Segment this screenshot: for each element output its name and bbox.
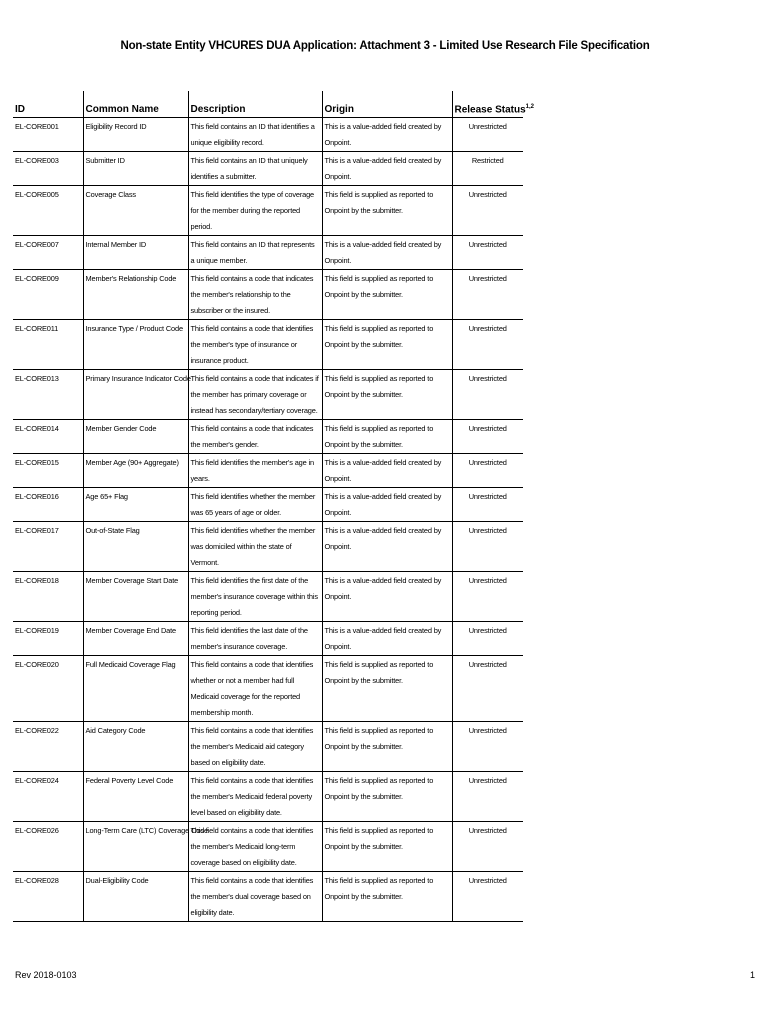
table-row: [13, 722, 523, 772]
table-row: [13, 454, 523, 488]
cell-common-name: Member's Relationship Code: [83, 270, 188, 320]
cell-id: EL-CORE007: [13, 236, 83, 270]
header-release-status-label: Release Status: [454, 104, 526, 115]
cell-origin: This is a value-added field created by Onpoint.: [322, 488, 452, 522]
cell-release-status: Unrestricted: [452, 118, 523, 152]
table-row: [13, 370, 523, 420]
cell-release-status: Unrestricted: [452, 822, 523, 872]
cell-description: This field contains an ID that represents a unique member.: [188, 236, 322, 270]
cell-origin: This is a value-added field created by Onpoint.: [322, 236, 452, 270]
cell-id: EL-CORE024: [13, 772, 83, 822]
cell-release-status: Unrestricted: [452, 420, 523, 454]
cell-origin: This field is supplied as reported to Onpoint by the submitter.: [322, 772, 452, 822]
cell-origin: This is a value-added field created by Onpoint.: [322, 522, 452, 572]
cell-id: EL-CORE018: [13, 572, 83, 622]
cell-origin: This field is supplied as reported to Onpoint by the submitter.: [322, 370, 452, 420]
cell-common-name: Member Gender Code: [83, 420, 188, 454]
cell-common-name: Member Age (90+ Aggregate): [83, 454, 188, 488]
cell-release-status: Unrestricted: [452, 236, 523, 270]
cell-origin: This is a value-added field created by Onpoint.: [322, 572, 452, 622]
cell-description: This field identifies the first date of the member's insurance coverage within this reporting period.: [188, 572, 322, 622]
cell-id: EL-CORE015: [13, 454, 83, 488]
cell-origin: This is a value-added field created by Onpoint.: [322, 118, 452, 152]
cell-id: EL-CORE016: [13, 488, 83, 522]
cell-common-name: Insurance Type / Product Code: [83, 320, 188, 370]
cell-release-status: Unrestricted: [452, 622, 523, 656]
cell-common-name: Aid Category Code: [83, 722, 188, 772]
table-row: [13, 822, 523, 872]
cell-origin: This is a value-added field created by Onpoint.: [322, 152, 452, 186]
cell-common-name: Long-Term Care (LTC) Coverage Code: [83, 822, 188, 872]
table-row: [13, 236, 523, 270]
cell-description: This field contains a code that identifies the member's Medicaid federal poverty level based on eligibility date.: [188, 772, 322, 822]
header-description: Description: [188, 91, 322, 118]
cell-id: EL-CORE003: [13, 152, 83, 186]
document-title: Non-state Entity VHCURES DUA Application: Attachment 3 - Limited Use Research File Specification: [120, 40, 650, 52]
cell-origin: This field is supplied as reported to Onpoint by the submitter.: [322, 420, 452, 454]
cell-origin: This is a value-added field created by Onpoint.: [322, 454, 452, 488]
cell-release-status: Unrestricted: [452, 522, 523, 572]
cell-description: This field identifies the member's age in years.: [188, 454, 322, 488]
header-release-status: [452, 91, 534, 118]
specification-table: [13, 91, 534, 922]
cell-common-name: Submitter ID: [83, 152, 188, 186]
table-row: [13, 420, 523, 454]
cell-common-name: Internal Member ID: [83, 236, 188, 270]
cell-origin: This field is supplied as reported to Onpoint by the submitter.: [322, 320, 452, 370]
cell-common-name: Dual-Eligibility Code: [83, 872, 188, 922]
cell-id: EL-CORE009: [13, 270, 83, 320]
cell-description: This field identifies whether the member was 65 years of age or older.: [188, 488, 322, 522]
table-row: [13, 622, 523, 656]
cell-description: This field contains a code that identifies the member's type of insurance or insurance product.: [188, 320, 322, 370]
cell-common-name: Age 65+ Flag: [83, 488, 188, 522]
cell-release-status: Unrestricted: [452, 270, 523, 320]
cell-origin: This field is supplied as reported to Onpoint by the submitter.: [322, 822, 452, 872]
cell-release-status: Unrestricted: [452, 722, 523, 772]
cell-release-status: Unrestricted: [452, 772, 523, 822]
cell-id: EL-CORE013: [13, 370, 83, 420]
cell-id: EL-CORE014: [13, 420, 83, 454]
cell-release-status: Unrestricted: [452, 370, 523, 420]
table-row: [13, 522, 523, 572]
cell-common-name: Primary Insurance Indicator Code: [83, 370, 188, 420]
cell-origin: This is a value-added field created by Onpoint.: [322, 622, 452, 656]
cell-description: This field identifies the last date of the member's insurance coverage.: [188, 622, 322, 656]
cell-release-status: Unrestricted: [452, 320, 523, 370]
cell-id: EL-CORE005: [13, 186, 83, 236]
cell-common-name: Coverage Class: [83, 186, 188, 236]
cell-id: EL-CORE028: [13, 872, 83, 922]
cell-description: This field contains an ID that uniquely identifies a submitter.: [188, 152, 322, 186]
cell-description: This field contains a code that identifies the member's Medicaid aid category based on eligibility date.: [188, 722, 322, 772]
cell-description: This field identifies the type of coverage for the member during the reported period.: [188, 186, 322, 236]
cell-origin: This field is supplied as reported to Onpoint by the submitter.: [322, 186, 452, 236]
cell-description: This field contains a code that indicates if the member has primary coverage or instead has secondary/tertiary coverage.: [188, 370, 322, 420]
table-row: [13, 320, 523, 370]
cell-description: This field contains a code that indicates the member's gender.: [188, 420, 322, 454]
cell-id: EL-CORE020: [13, 656, 83, 722]
table-row: [13, 872, 523, 922]
page-number: 1: [750, 970, 756, 980]
table-header-row: [13, 91, 523, 118]
cell-common-name: Full Medicaid Coverage Flag: [83, 656, 188, 722]
cell-description: This field contains an ID that identifies a unique eligibility record.: [188, 118, 322, 152]
cell-common-name: Member Coverage Start Date: [83, 572, 188, 622]
cell-description: This field contains a code that identifies whether or not a member had full Medicaid coverage for the reported membership month.: [188, 656, 322, 722]
table-body: [13, 118, 523, 922]
cell-origin: This field is supplied as reported to Onpoint by the submitter.: [322, 872, 452, 922]
header-common-name: Common Name: [83, 91, 188, 118]
header-origin: Origin: [322, 91, 452, 118]
cell-id: EL-CORE019: [13, 622, 83, 656]
cell-id: EL-CORE026: [13, 822, 83, 872]
cell-common-name: Eligibility Record ID: [83, 118, 188, 152]
cell-id: EL-CORE001: [13, 118, 83, 152]
cell-description: This field contains a code that indicates the member's relationship to the subscriber or the insured.: [188, 270, 322, 320]
cell-release-status: Unrestricted: [452, 186, 523, 236]
cell-release-status: Unrestricted: [452, 572, 523, 622]
cell-release-status: Unrestricted: [452, 656, 523, 722]
cell-common-name: Federal Poverty Level Code: [83, 772, 188, 822]
cell-release-status: Restricted: [452, 152, 523, 186]
cell-common-name: Out-of-State Flag: [83, 522, 188, 572]
cell-release-status: Unrestricted: [452, 454, 523, 488]
table-row: [13, 572, 523, 622]
cell-description: This field identifies whether the member was domiciled within the state of Vermont.: [188, 522, 322, 572]
table-row: [13, 186, 523, 236]
cell-id: EL-CORE022: [13, 722, 83, 772]
table-row: [13, 270, 523, 320]
cell-release-status: Unrestricted: [452, 872, 523, 922]
cell-id: EL-CORE017: [13, 522, 83, 572]
table-row: [13, 118, 523, 152]
cell-origin: This field is supplied as reported to Onpoint by the submitter.: [322, 656, 452, 722]
cell-origin: This field is supplied as reported to Onpoint by the submitter.: [322, 270, 452, 320]
cell-description: This field contains a code that identifies the member's Medicaid long-term coverage based on eligibility date.: [188, 822, 322, 872]
cell-description: This field contains a code that identifies the member's dual coverage based on eligibility date.: [188, 872, 322, 922]
table-row: [13, 152, 523, 186]
revision-label: Rev 2018-0103: [15, 970, 77, 980]
header-release-status-footnote: 1,2: [525, 103, 534, 110]
header-id: ID: [13, 91, 83, 118]
table-row: [13, 772, 523, 822]
cell-release-status: Unrestricted: [452, 488, 523, 522]
table-row: [13, 488, 523, 522]
cell-origin: This field is supplied as reported to Onpoint by the submitter.: [322, 722, 452, 772]
cell-id: EL-CORE011: [13, 320, 83, 370]
table-row: [13, 656, 523, 722]
cell-common-name: Member Coverage End Date: [83, 622, 188, 656]
